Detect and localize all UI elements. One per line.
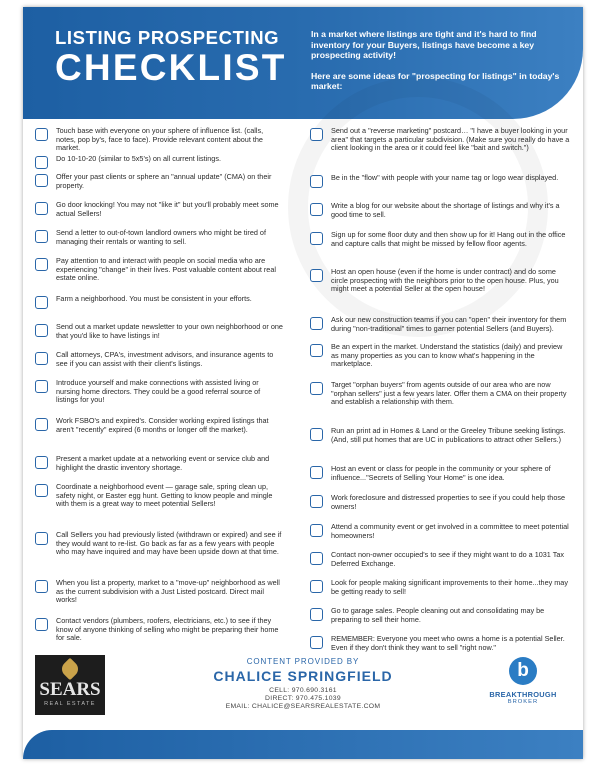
intro-paragraph-2: Here are some ideas for "prospecting for listings" in today's market:: [311, 70, 560, 92]
checklist-item: [33, 201, 283, 218]
checklist-item-text: Sign up for some floor duty and then show up for it! Hang out in the office and capture calls that might be missed by fellow floor agents.: [331, 230, 566, 248]
checklist-item: [33, 295, 283, 304]
checklist-item-text: Introduce yourself and make connections with assisted living or nursing home directors. They could be a good referral source of listings for you!: [56, 378, 261, 405]
checklist-item-text: Pay attention to and interact with people on social media who are experiencing "change" in their lives. Post valuable content about real estate online.: [56, 256, 276, 283]
checkbox[interactable]: [35, 258, 48, 271]
title-big: CHECKLIST: [55, 47, 287, 88]
checklist-item-text: Look for people making significant improvements to their home...they may be getting ready to sell!: [331, 578, 568, 596]
checklist-item: [308, 343, 570, 369]
checklist-item-text: Do 10-10-20 (similar to 5x5's) on all current listings.: [56, 154, 221, 163]
checklist-item: [33, 173, 283, 190]
checklist-item: [308, 607, 570, 624]
footer: [23, 655, 583, 725]
header-banner: [23, 7, 583, 119]
provided-label: CONTENT PROVIDED BY: [246, 657, 360, 666]
checklist-item-text: Call attorneys, CPA's, investment advisors, and insurance agents to see if you can assist with their client's listings.: [56, 350, 274, 368]
checklist-item-text: Work FSBO's and expired's. Consider working expired listings that aren't "recently" expired (6 months or longer off the market).: [56, 416, 269, 434]
checklist-item: [33, 323, 283, 340]
checklist-item: [308, 523, 570, 540]
checklist-item: [308, 268, 570, 294]
checklist-item-text: Send out a "reverse marketing" postcard… "I have a buyer looking in your area" that targets a particular subdivision. (Make sure you really do have a client looking in the area or it could feel like "bait and switch."): [331, 126, 570, 153]
checklist-item: [33, 229, 283, 246]
checkbox[interactable]: [310, 524, 323, 537]
checkbox[interactable]: [35, 418, 48, 431]
checkbox[interactable]: [310, 636, 323, 649]
checklist-item: [308, 316, 570, 333]
checklist-item-text: Ask our new construction teams if you can "open" their inventory for them during "non-traditional" times to garner potential Sellers (and Buyers).: [331, 315, 567, 333]
breakthrough-logo-icon: b: [509, 657, 537, 685]
checklist-item: [33, 351, 283, 368]
title-small: LISTING PROSPECTING: [55, 27, 280, 48]
checklist-item-text: Contact vendors (plumbers, roofers, electricians, etc.) to see if they know of anyone thinking of selling who might be preparing their home for sale.: [56, 616, 279, 643]
bottom-banner: [23, 730, 583, 759]
checkbox[interactable]: [310, 344, 323, 357]
checklist-item: [33, 483, 283, 509]
checkbox[interactable]: [35, 456, 48, 469]
checklist-item-text: Host an open house (even if the home is under contract) and do some circle prospecting with the neighbors prior to the open house. Plus, you might meet a potential Seller at the open house!: [331, 267, 559, 294]
checklist-item-text: Run an print ad in Homes & Land or the Greeley Tribune seeking listings. (And, still put homes that are UC in publications to attract other Sellers.): [331, 426, 566, 444]
checklist-item-text: When you list a property, market to a "move-up" neighborhood as well as the current subdivision with a Just Listed postcard. Direct mail works!: [56, 578, 280, 605]
checklist-item: [33, 455, 283, 472]
checkbox[interactable]: [310, 269, 323, 282]
checkbox[interactable]: [35, 128, 48, 141]
checkbox[interactable]: [35, 230, 48, 243]
checkbox[interactable]: [310, 466, 323, 479]
checklist-item: [308, 635, 570, 652]
checklist-item-text: Be in the "flow" with people with your name tag or logo wear displayed.: [331, 173, 559, 182]
checklist-item-text: Attend a community event or get involved in a committee to meet potential homeowners!: [331, 522, 569, 540]
sears-logo-name: SEARS: [39, 679, 101, 700]
checkbox[interactable]: [310, 495, 323, 508]
checklist-item-text: Coordinate a neighborhood event — garage sale, spring clean up, safety night, or Easter egg hunt. Getting to know people and mingle with them is a great way to meet potential Sellers!: [56, 482, 273, 509]
checklist-item-text: Go door knocking! You may not "like it" but you'll probably meet some actual Sellers!: [56, 200, 279, 218]
checkbox[interactable]: [35, 380, 48, 393]
email: EMAIL: CHALICE@SEARSREALESTATE.COM: [225, 703, 381, 711]
checkbox[interactable]: [310, 580, 323, 593]
checklist-item: [33, 579, 283, 605]
checklist-item: [308, 231, 570, 248]
checklist-item: [308, 381, 570, 407]
checklist-item-text: Send a letter to out-of-town landlord owners who might be tired of managing their rentals or wanting to sell.: [56, 228, 266, 246]
checklist-item-text: Work foreclosure and distressed properties to see if you could help those owners!: [331, 493, 566, 511]
checklist-item-text: REMEMBER: Everyone you meet who owns a home is a potential Seller. Even if they don't think they want to sell "right now.": [331, 634, 565, 652]
checkbox[interactable]: [310, 608, 323, 621]
checkbox[interactable]: [35, 202, 48, 215]
agent-name: CHALICE SPRINGFIELD: [213, 668, 393, 684]
checklist-item-text: Send out a market update newsletter to your own neighborhood or one that you'd like to have listings in!: [56, 322, 283, 340]
checklist-item: [308, 127, 570, 153]
checkbox[interactable]: [35, 174, 48, 187]
checkbox[interactable]: [310, 175, 323, 188]
checklist-item-text: Host an event or class for people in the community or your sphere of influence..."Secrets of Selling Your Home" is one idea.: [331, 464, 551, 482]
checklist-page: [23, 7, 583, 759]
checkbox[interactable]: [310, 203, 323, 216]
direct-phone: DIRECT: 970.475.1039: [265, 695, 341, 703]
checkbox[interactable]: [310, 232, 323, 245]
checklist-item: [33, 379, 283, 405]
checklist-item: [33, 417, 283, 434]
checkbox[interactable]: [310, 382, 323, 395]
checklist-item-text: Offer your past clients or sphere an "annual update" (CMA) on their property.: [56, 172, 272, 190]
checklist-item: [33, 531, 283, 557]
checkbox[interactable]: [310, 428, 323, 441]
checklist-item-text: Call Sellers you had previously listed (withdrawn or expired) and see if they would want to re-list. Go back as far as a few years with people who may have inquired and may have been upside down at that time.: [56, 530, 282, 557]
checkbox[interactable]: [35, 352, 48, 365]
checkbox[interactable]: [310, 128, 323, 141]
checklist-item: [308, 465, 570, 482]
sears-logo-sub: REAL ESTATE: [44, 701, 96, 707]
checkbox[interactable]: [35, 618, 48, 631]
checklist-item-text: Present a market update at a networking event or service club and highlight the drastic inventory shortage.: [56, 454, 270, 472]
checklist-item-text: Target "orphan buyers" from agents outside of our area who are now "orphan sellers" just a few years later. Offer them a CMA on their property and establish a relationship with them.: [331, 380, 567, 407]
checklist-item-text: Touch base with everyone on your sphere of influence list. (calls, notes, pop by's, face to face). Provide relevant content about the market.: [56, 126, 264, 153]
breakthrough-name: BREAKTHROUGH: [489, 690, 557, 699]
checkbox[interactable]: [35, 532, 48, 545]
checkbox[interactable]: [35, 296, 48, 309]
checklist-item: [308, 551, 570, 568]
checkbox[interactable]: [35, 156, 48, 169]
checklist-item: [33, 257, 283, 283]
checklist-item-text: Write a blog for our website about the shortage of listings and why it's a good time to sell.: [331, 201, 560, 219]
intro-paragraph-1: In a market where listings are tight and it's hard to find inventory for your Buyers, listings have become a key prospecting activity!: [311, 29, 537, 61]
checkbox[interactable]: [35, 484, 48, 497]
checklist-item: [308, 202, 570, 219]
checklist-item-text: Contact non-owner occupied's to see if they might want to do a 1031 Tax Deferred Exchange.: [331, 550, 564, 568]
checklist-item: [33, 127, 283, 153]
checklist-item: [33, 617, 283, 643]
checkbox[interactable]: [310, 552, 323, 565]
checklist-item-text: Farm a neighborhood. You must be consistent in your efforts.: [56, 294, 252, 303]
checkbox[interactable]: [310, 317, 323, 330]
breakthrough-sub: BROKER: [507, 699, 539, 705]
checklist-item: [308, 174, 570, 183]
checklist-item: [308, 494, 570, 511]
checklist-item-text: Go to garage sales. People cleaning out and consolidating may be preparing to sell their home.: [331, 606, 545, 624]
checklist-item: [33, 155, 283, 164]
checkbox[interactable]: [35, 580, 48, 593]
checklist-item: [308, 427, 570, 444]
checklist-item: [308, 579, 570, 596]
checkbox[interactable]: [35, 324, 48, 337]
cell-phone: CELL: 970.690.3161: [269, 687, 337, 694]
checklist-item-text: Be an expert in the market. Understand the statistics (daily) and preview as many properties as you can to know what's happening in the marketplace.: [331, 342, 563, 369]
